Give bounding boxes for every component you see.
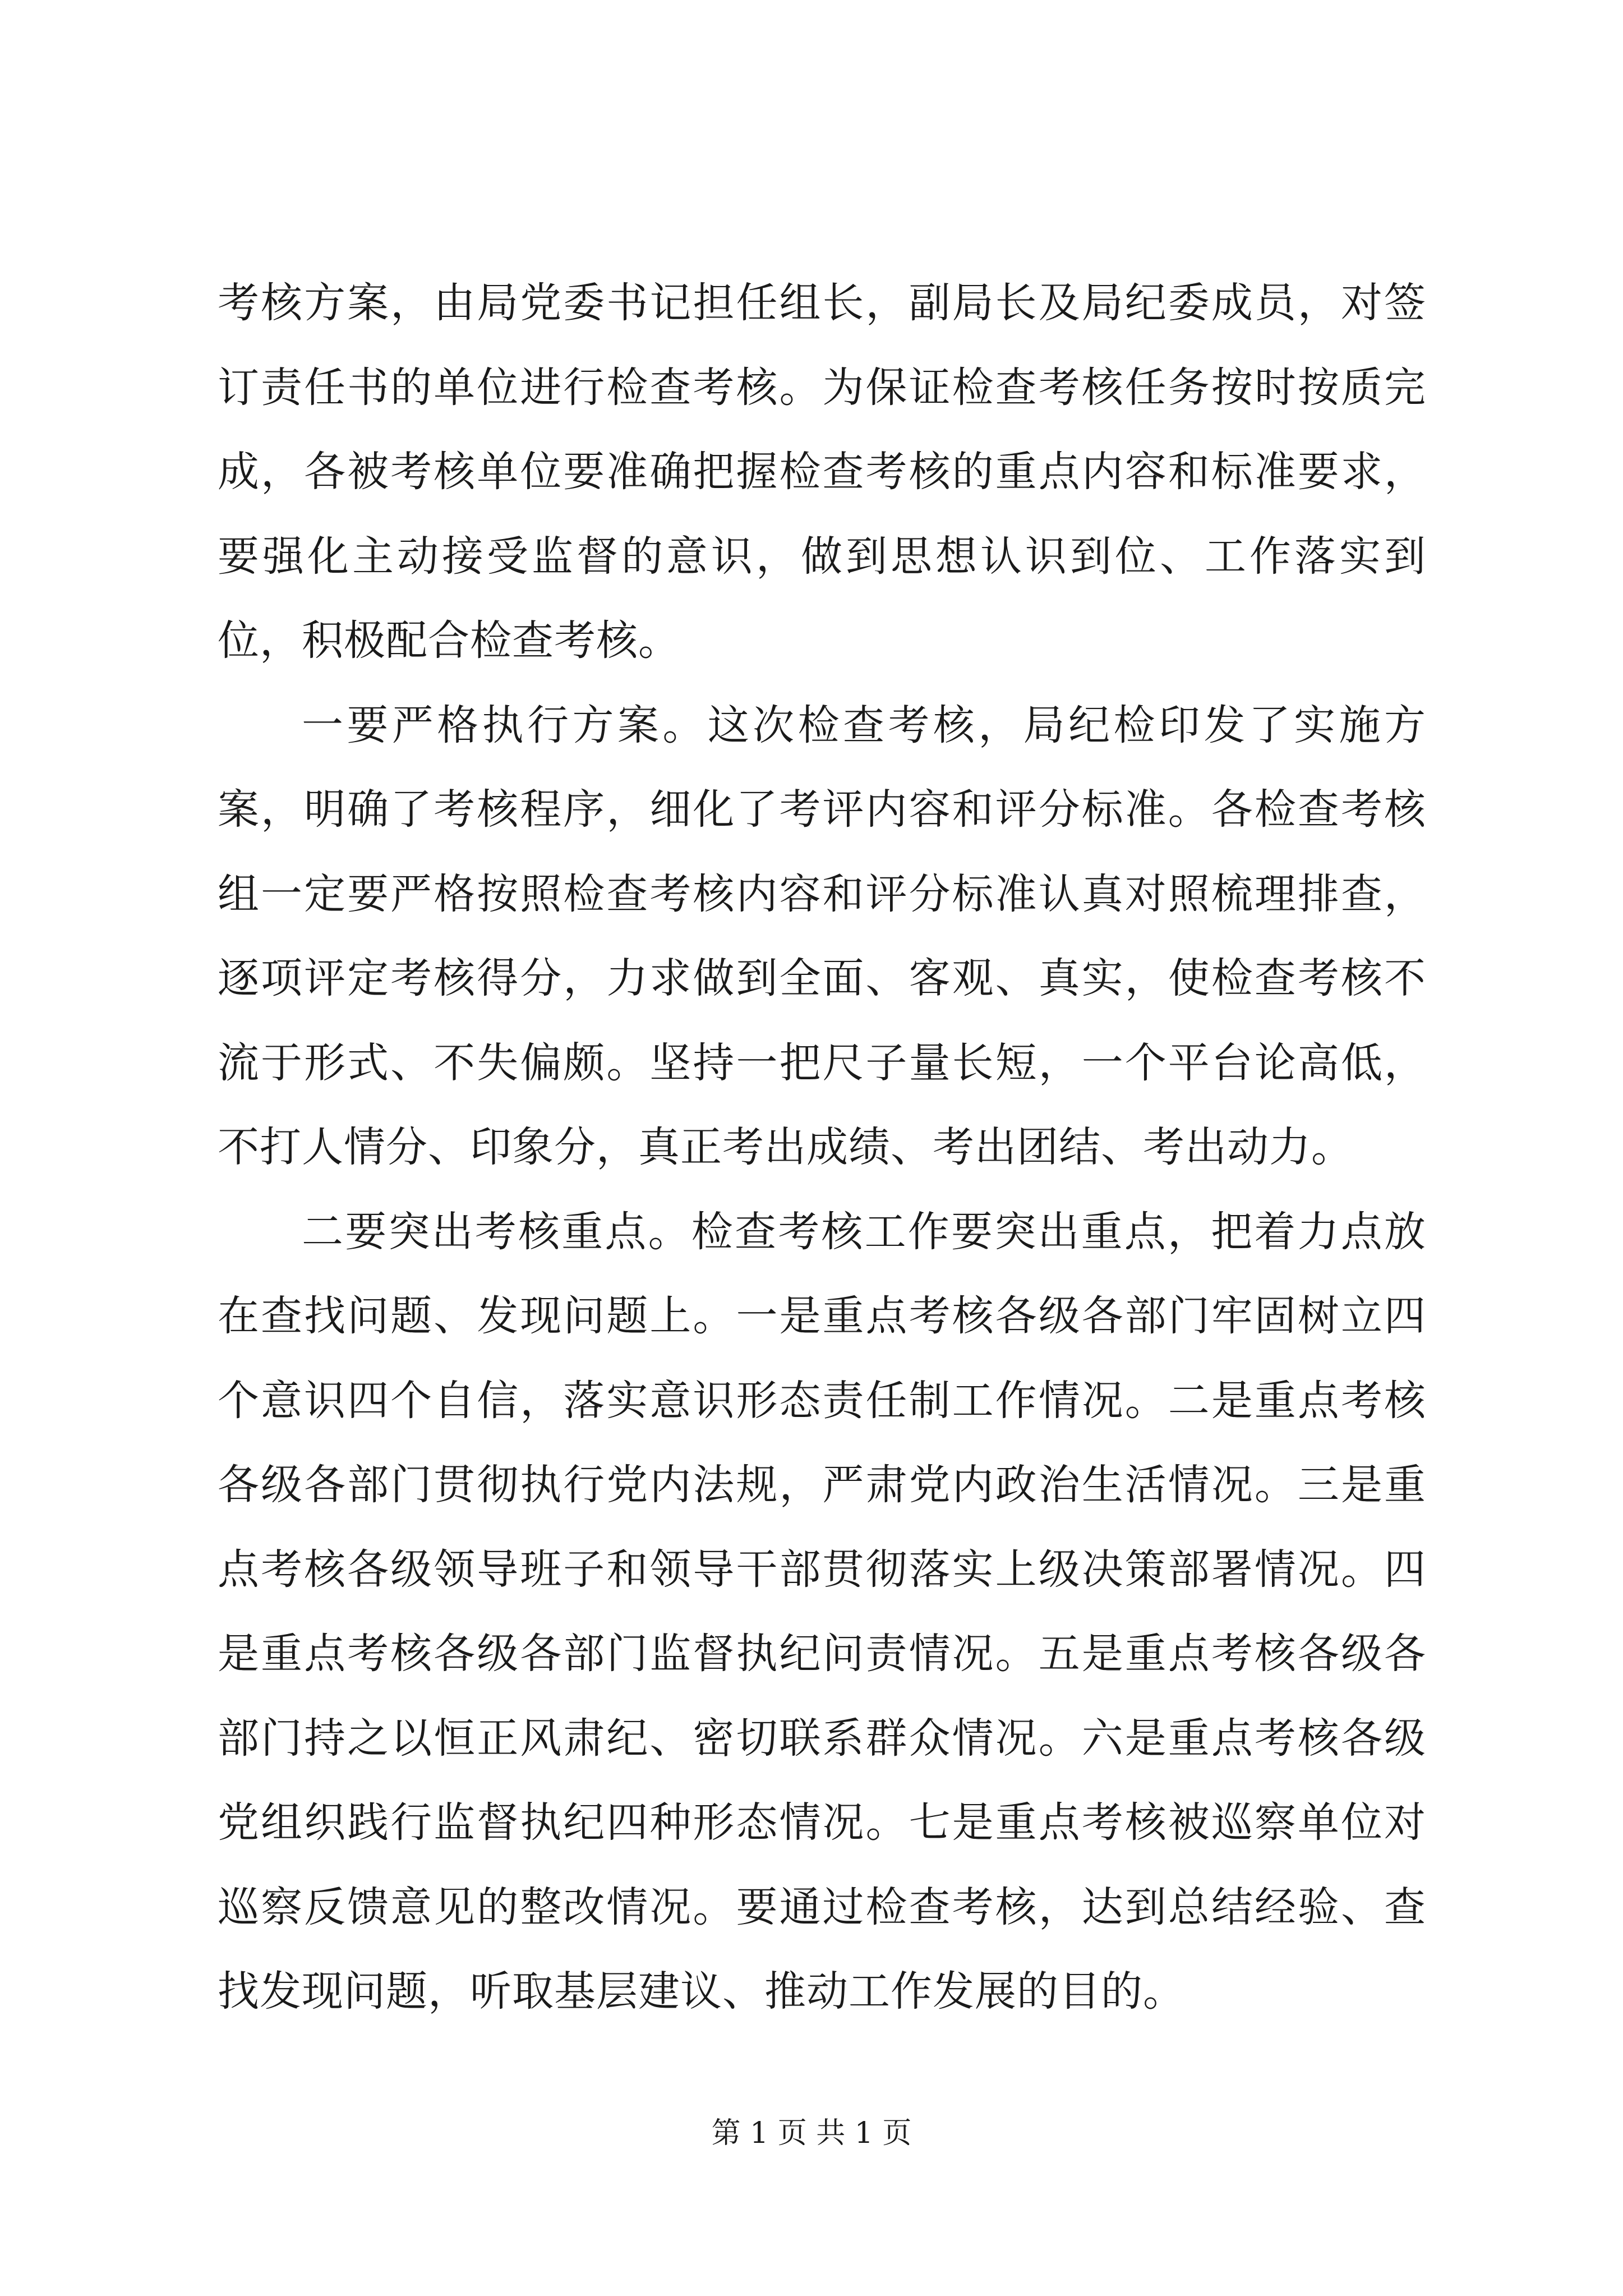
paragraph-3: 二要突出考核重点。检查考核工作要突出重点，把着力点放在查找问题、发现问题上。一是重点考核各级各部门牢固树立四个意识四个自信，落实意识形态责任制工作情况。二是重点考核各级各部门贯彻执行党内法规，严肃党内政治生活情况。三是重点考核各级领导班子和领导干部贯彻落实上级决策部署情况。四是重点考核各级各部门监督执纪问责情况。五是重点考核各级各部门持之以恒正风肃纪、密切联系群众情况。六是重点考核各级党组织践行监督执纪四种形态情况。七是重点考核被巡察单位对巡察反馈意见的整改情况。要通过检查考核，达到总结经验、查找发现问题，听取基层建议、推动工作发展的目的。 xyxy=(218,1207,1426,2016)
paragraph-1: 考核方案，由局党委书记担任组长，副局长及局纪委成员，对签订责任书的单位进行检查考核。为保证检查考核任务按时按质完成，各被考核单位要准确把握检查考核的重点内容和标准要求，要强化主动接受监督的意识，做到思想认识到位、工作落实到位，积极配合检查考核。 xyxy=(218,279,1426,665)
document-body xyxy=(218,261,1426,2034)
paragraph-2: 一要严格执行方案。这次检查考核，局纪检印发了实施方案，明确了考核程序，细化了考评内容和评分标准。各检查考核组一定要严格按照检查考核内容和评分标准认真对照梳理排查，逐项评定考核得分，力求做到全面、客观、真实，使检查考核不流于形式、不失偏颇。坚持一把尺子量长短，一个平台论高低，不打人情分、印象分，真正考出成绩、考出团结、考出动力。 xyxy=(218,701,1426,1171)
page-footer: 第 1 页 共 1 页 xyxy=(711,2116,912,2150)
